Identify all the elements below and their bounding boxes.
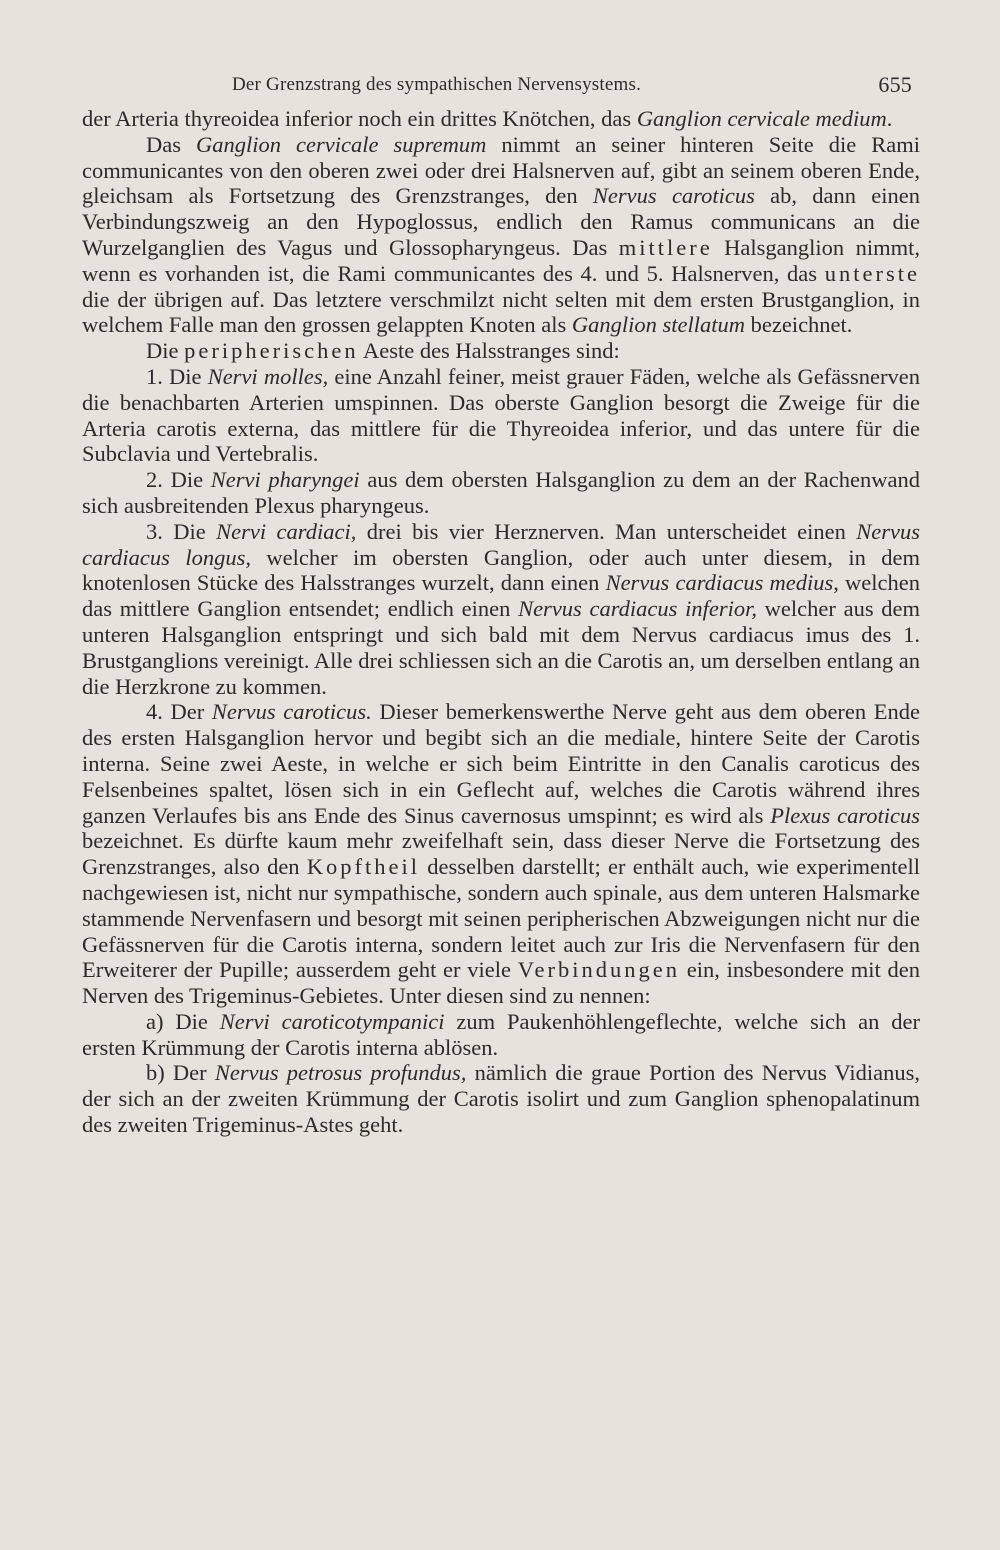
text-run: 4. Der <box>146 699 212 725</box>
text-run: bezeichnet. <box>744 312 853 338</box>
text-run: Dieser bemerkenswerthe Nerve geht aus dem oberen Ende des ersten Halsganglion hervor und begibt sich an die mediale, hintere Seite der Carotis interna. Seine zwei Aeste, in welche er sich beim Eintritte in den Canalis caroticus des Felsenbeines spaltet, lösen sich in ein Geflecht auf, welches die Carotis während ihres ganzen Verlaufes bis ans Ende des Sinus cavernosus umspinnt; es wird als <box>82 699 921 828</box>
text-run: nämlich die graue Portion des Nervus Vidianus, der sich an der zweiten Krümmung der Carotis isolirt und zum Ganglion sphenopalatinum des zweiten Trigeminus-Astes geht. <box>82 1060 920 1138</box>
italic-term: Nervus caroticus <box>592 183 755 209</box>
text-run: 3. Die <box>146 518 217 544</box>
text-run: Die <box>146 338 185 364</box>
text-run: desselben darstellt; er enthält auch, wie experimentell nachgewiesen ist, nicht nur sympathische, sondern auch spinale, aus dem unteren Halsmarke stammende Nervenfasern und besorgt mit seinen peripherischen Abzweigungen nicht nur die Gefässnerven für die Carotis interna, sondern leitet auch zur Iris die Nervenfasern für den Erweiterer der Pupille; ausserdem geht er viele <box>82 854 920 983</box>
italic-term: Nervus petrosus profundus, <box>214 1060 467 1086</box>
italic-term: Ganglion cervicale supremum <box>196 131 487 157</box>
list-item-4 <box>82 699 920 1009</box>
italic-term: Plexus caroticus <box>770 802 920 828</box>
text-run: welcher aus dem unteren Halsganglion entspringt und sich bald mit dem Nervus cardiacus imus des 1. Brustganglions vereinigt. Alle drei schliessen sich an die Carotis an, um derselben entlang an die Herzkrone zu kommen. <box>82 596 921 699</box>
text-run: bezeichnet. Es dürfte kaum mehr zweifelhaft sein, dass dieser Nerve die Fortsetzung des Grenzstranges, also den <box>82 828 920 880</box>
italic-term: Nervi cardiaci, <box>216 518 357 544</box>
spaced-term: unterste <box>824 260 920 286</box>
text-run: welcher im obersten Ganglion, oder auch unter diesem, in dem knotenlosen Stücke des Halsstranges wurzelt, dann einen <box>82 544 920 596</box>
spaced-term: Verbindungen <box>517 957 680 983</box>
italic-term: Nervus cardiacus inferior, <box>518 596 757 622</box>
sub-item-b <box>82 1060 920 1137</box>
italic-term: Nervi pharyngei <box>210 467 360 493</box>
italic-term: Nervus cardiacus medius, <box>605 570 839 596</box>
text-run: welchen das mittlere Ganglion entsendet; endlich einen <box>82 570 921 622</box>
text-run: 2. Die <box>146 467 211 493</box>
text-run: b) Der <box>146 1060 215 1086</box>
text-run: aus dem obersten Halsganglion zu dem an der Rachenwand sich ausbreitenden Plexus pharyngeus. <box>82 467 920 518</box>
italic-term: Nervi molles, <box>207 363 329 389</box>
text-run: ein, insbesondere mit den Nerven des Trigeminus-Gebietes. Unter diesen sind zu nennen: <box>82 957 921 1009</box>
spaced-term: peripherischen <box>184 338 359 364</box>
page-number: 655 <box>878 72 912 97</box>
italic-term: Ganglion cervicale medium <box>636 106 887 131</box>
paragraph-2 <box>82 132 920 338</box>
italic-term: Nervi caroticotympanici <box>219 1008 445 1034</box>
italic-term: Ganglion stellatum <box>571 312 745 338</box>
text-run: Das <box>146 131 196 157</box>
italic-term: Nervus cardiacus longus, <box>82 518 920 570</box>
paragraph-3 <box>82 338 920 364</box>
text-run: eine Anzahl feiner, meist grauer Fäden, welche als Gefässnerven die benachbarten Arterien umspinnen. Das oberste Ganglion besorgt die Zweige für die Arteria carotis externa, das mittlere für die Thyreoidea inferior, und das untere für die Subclavia und Vertebralis. <box>82 363 920 467</box>
spaced-term: mittlere <box>618 234 713 260</box>
text-run: nimmt an seiner hinteren Seite die Rami communicantes von den oberen zwei oder drei Halsnerven auf, gibt an seinem oberen Ende, gleichsam als Fortsetzung des Grenzstranges, den <box>82 131 921 209</box>
sub-item-a <box>82 1009 920 1061</box>
text-run: Aeste des Halsstranges sind: <box>358 338 620 364</box>
running-title: Der Grenzstrang des sympathischen Nervensystems. <box>232 74 642 95</box>
spaced-term: Kopftheil <box>306 854 421 880</box>
list-item-3 <box>82 519 920 700</box>
italic-term: Nervus caroticus. <box>211 699 372 725</box>
running-head <box>82 72 920 106</box>
text-run: 1. Die <box>146 363 208 389</box>
text-run: drei bis vier Herznerven. Man unterscheidet einen <box>356 518 857 544</box>
text-run: zum Paukenhöhlengeflechte, welche sich an der ersten Krümmung der Carotis interna ablösen. <box>82 1008 920 1060</box>
text-run: Halsganglion nimmt, wenn es vorhanden ist, die Rami communicantes des 4. und 5. Halsnerven, das <box>82 234 920 286</box>
text-run: a) Die <box>146 1008 220 1034</box>
text-run: . <box>886 106 893 131</box>
paragraph-1 <box>82 106 920 132</box>
text-run: ab, dann einen Verbindungszweig an den Hypoglossus, endlich den Ramus communicans an die Wurzelganglien des Vagus und Glossopharyngeus. Das <box>82 183 921 260</box>
text-run: der Arteria thyreoidea inferior noch ein drittes Knötchen, das <box>82 106 637 131</box>
text-run: die der übrigen auf. Das letztere verschmilzt nicht selten mit dem ersten Brustganglion, in welchem Falle man den grossen gelappten Knoten als <box>82 286 920 338</box>
list-item-2 <box>82 467 920 519</box>
body-text <box>82 106 920 1138</box>
list-item-1 <box>82 364 920 467</box>
